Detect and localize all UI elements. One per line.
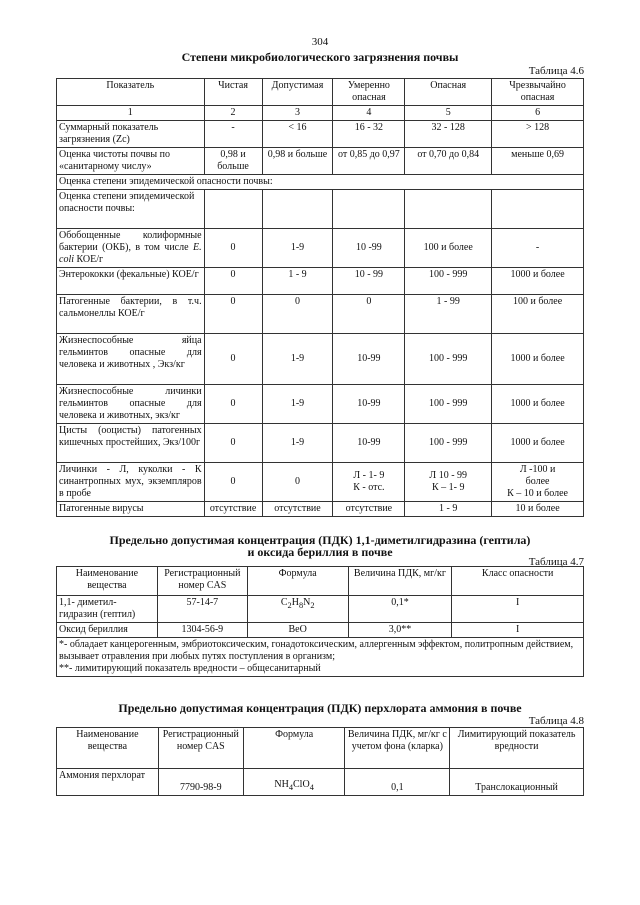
row-label-text: Обобощенные колиформные бактерии (ОКБ), в том числе bbox=[59, 230, 202, 253]
row-label: Личинки - Л, куколки - К синантропных мух, экземпляров в пробе bbox=[57, 463, 205, 502]
cell: от 0,85 до 0,97 bbox=[333, 148, 405, 175]
cell-line: К – 1- 9 bbox=[431, 482, 465, 493]
cell: 1000 и более bbox=[492, 424, 584, 463]
table-row bbox=[57, 385, 584, 424]
col-number: 4 bbox=[333, 106, 405, 121]
cell: 0,98 и больше bbox=[204, 148, 262, 175]
cell: 0 bbox=[204, 424, 262, 463]
header-cell: Умеренно опасная bbox=[333, 79, 405, 106]
cell: 100 - 999 bbox=[405, 385, 492, 424]
cell: 1-9 bbox=[262, 424, 333, 463]
cell: 100 - 999 bbox=[405, 334, 492, 385]
header-cell: Допустимая bbox=[262, 79, 333, 106]
row-label: Суммарный показатель загрязнения (Zc) bbox=[57, 121, 205, 148]
limiting-indicator: Транслокационный bbox=[450, 769, 584, 796]
row-label: Энтерококки (фекальные) КОЕ/г bbox=[57, 268, 205, 295]
header-cell: Наименование вещества bbox=[57, 567, 158, 596]
header-cell: Наименование вещества bbox=[57, 728, 159, 769]
cell: 100 - 999 bbox=[405, 424, 492, 463]
table-row bbox=[57, 334, 584, 385]
table-row bbox=[57, 268, 584, 295]
cell: меньше 0,69 bbox=[492, 148, 584, 175]
row-label: Жизнеспособные яйца гельминтов опасные для человека и животных , Экз/кг bbox=[57, 334, 205, 385]
table-row bbox=[57, 769, 584, 796]
table-4-6 bbox=[56, 78, 584, 517]
table-row bbox=[57, 121, 584, 148]
hazard-class: I bbox=[452, 623, 584, 638]
cell: 0 bbox=[204, 385, 262, 424]
table-header-row bbox=[57, 728, 584, 769]
header-cell: Величина ПДК, мг/кг с учетом фона (кларка) bbox=[345, 728, 450, 769]
header-cell: Чистая bbox=[204, 79, 262, 106]
cell-line: более bbox=[525, 476, 550, 487]
row-label: Цисты (ооцисты) патогенных кишечных простейших, Экз/100г bbox=[57, 424, 205, 463]
cell: 1 - 9 bbox=[262, 268, 333, 295]
row-label-italic: E. coli bbox=[59, 242, 202, 265]
cell: 32 - 128 bbox=[405, 121, 492, 148]
cell bbox=[333, 190, 405, 229]
cell-line: К – 10 и более bbox=[507, 488, 568, 499]
substance-name: Аммония перхлорат bbox=[57, 769, 159, 796]
table-row bbox=[57, 596, 584, 623]
cell: 0 bbox=[204, 295, 262, 334]
header-cell: Формула bbox=[247, 567, 348, 596]
cell: отсутствие bbox=[204, 502, 262, 517]
cell: отсутствие bbox=[262, 502, 333, 517]
table-row bbox=[57, 502, 584, 517]
col-number: 6 bbox=[492, 106, 584, 121]
cell: - bbox=[492, 229, 584, 268]
cell-line: К - отс. bbox=[353, 482, 385, 493]
cell-line: Л -100 и bbox=[519, 464, 556, 475]
cell bbox=[262, 190, 333, 229]
cell: 1000 и более bbox=[492, 385, 584, 424]
footnote-1: *- обладает канцерогенным, эмбриотоксическим, гонадотоксическим, аллергенным эффектом, политропным действием, вызывает отравления при любых путях поступления в организм; bbox=[59, 639, 574, 662]
footnote-2: **- лимитирующий показатель вредности – общесанитарный bbox=[59, 663, 321, 674]
table-row bbox=[57, 148, 584, 175]
cas-number: 7790-98-9 bbox=[158, 769, 243, 796]
col-number: 5 bbox=[405, 106, 492, 121]
header-cell: Формула bbox=[243, 728, 345, 769]
pdk-value: 0,1* bbox=[348, 596, 452, 623]
pdk-value: 0,1 bbox=[345, 769, 450, 796]
hazard-class: I bbox=[452, 596, 584, 623]
cell: 0 bbox=[262, 463, 333, 502]
cell: 0 bbox=[204, 463, 262, 502]
table47-title-line1: Предельно допустимая концентрация (ПДК) 1,1-диметилгидразина (гептила) bbox=[109, 533, 531, 547]
cell: отсутствие bbox=[333, 502, 405, 517]
substance-name: Оксид бериллия bbox=[57, 623, 158, 638]
table47-label: Таблица 4.7 bbox=[528, 556, 584, 568]
cell: < 16 bbox=[262, 121, 333, 148]
section-label: Оценка степени эпидемической опасности почвы: bbox=[57, 175, 584, 190]
row-label: Жизнеспособные личинки гельминтов опасные для человека и животных, экз/кг bbox=[57, 385, 205, 424]
header-cell: Регистрационный номер CAS bbox=[158, 728, 243, 769]
col-number: 3 bbox=[262, 106, 333, 121]
header-cell: Показатель bbox=[57, 79, 205, 106]
formula: $C_2H_8N_2$ bbox=[247, 596, 348, 623]
col-number: 2 bbox=[204, 106, 262, 121]
cell: 100 - 999 bbox=[405, 268, 492, 295]
formula: $NH_4ClO_4$ bbox=[243, 769, 345, 796]
cell: 10 -99 bbox=[333, 229, 405, 268]
formula: BeO bbox=[247, 623, 348, 638]
row-label: Патогенные вирусы bbox=[57, 502, 205, 517]
header-cell: Класс опасности bbox=[452, 567, 584, 596]
cell: 0 bbox=[333, 295, 405, 334]
row-label: Оценка степени эпидемической опасности почвы: bbox=[57, 190, 205, 229]
cell: 0 bbox=[204, 268, 262, 295]
table46-title: Степени микробиологического загрязнения почвы bbox=[181, 50, 459, 64]
cell: 1000 и более bbox=[492, 334, 584, 385]
cell: 1-9 bbox=[262, 229, 333, 268]
cas-number: 57-14-7 bbox=[157, 596, 247, 623]
row-label bbox=[57, 229, 205, 268]
cell: 10-99 bbox=[333, 334, 405, 385]
table-row bbox=[57, 424, 584, 463]
cell: 1000 и более bbox=[492, 268, 584, 295]
cell bbox=[333, 463, 405, 502]
cell bbox=[405, 463, 492, 502]
cell: 0 bbox=[204, 334, 262, 385]
header-cell: Лимитирующий показатель вредности bbox=[450, 728, 584, 769]
cell: > 128 bbox=[492, 121, 584, 148]
row-label-text: КОЕ/г bbox=[74, 254, 104, 265]
col-number: 1 bbox=[57, 106, 205, 121]
cell: 10 и более bbox=[492, 502, 584, 517]
cell: 1-9 bbox=[262, 385, 333, 424]
cell: 100 и более bbox=[492, 295, 584, 334]
cell: от 0,70 до 0,84 bbox=[405, 148, 492, 175]
footnotes bbox=[57, 638, 584, 677]
cell-line: Л - 1- 9 bbox=[353, 470, 385, 481]
section-row bbox=[57, 175, 584, 190]
table48-label: Таблица 4.8 bbox=[528, 715, 584, 727]
cell bbox=[492, 190, 584, 229]
cell-line: Л 10 - 99 bbox=[429, 470, 468, 481]
cell: 0,98 и больше bbox=[262, 148, 333, 175]
cell: 100 и более bbox=[405, 229, 492, 268]
substance-name: 1,1- диметил-гидразин (гептил) bbox=[57, 596, 158, 623]
header-cell: Регистрационный номер CAS bbox=[157, 567, 247, 596]
notes-row bbox=[57, 638, 584, 677]
table-row bbox=[57, 295, 584, 334]
table-4-7 bbox=[56, 566, 584, 677]
page-number: 304 bbox=[311, 36, 329, 48]
table-row bbox=[57, 623, 584, 638]
cell: 1 - 99 bbox=[405, 295, 492, 334]
table-row bbox=[57, 190, 584, 229]
table48-title: Предельно допустимая концентрация (ПДК) перхлората аммония в почве bbox=[118, 701, 522, 715]
cell: 0 bbox=[262, 295, 333, 334]
cell: 10-99 bbox=[333, 385, 405, 424]
cell: 1 - 9 bbox=[405, 502, 492, 517]
cell bbox=[204, 190, 262, 229]
table-header-row bbox=[57, 79, 584, 106]
cell: 0 bbox=[204, 229, 262, 268]
pdk-value: 3,0** bbox=[348, 623, 452, 638]
header-cell: Величина ПДК, мг/кг bbox=[348, 567, 452, 596]
cell: 1-9 bbox=[262, 334, 333, 385]
row-label: Патогенные бактерии, в т.ч. сальмонеллы КОЕ/г bbox=[57, 295, 205, 334]
header-cell: Опасная bbox=[405, 79, 492, 106]
cell: 16 - 32 bbox=[333, 121, 405, 148]
cas-number: 1304-56-9 bbox=[157, 623, 247, 638]
table-row bbox=[57, 463, 584, 502]
table-4-8 bbox=[56, 727, 584, 796]
header-cell: Чрезвычайно опасная bbox=[492, 79, 584, 106]
row-label: Оценка чистоты почвы по «санитарному числу» bbox=[57, 148, 205, 175]
cell bbox=[492, 463, 584, 502]
column-number-row bbox=[57, 106, 584, 121]
table-row bbox=[57, 229, 584, 268]
cell: - bbox=[204, 121, 262, 148]
cell: 10 - 99 bbox=[333, 268, 405, 295]
cell bbox=[405, 190, 492, 229]
table46-label: Таблица 4.6 bbox=[528, 65, 584, 77]
table-header-row bbox=[57, 567, 584, 596]
cell: 10-99 bbox=[333, 424, 405, 463]
table47-title-line2: и оксида бериллия в почве bbox=[247, 545, 393, 559]
